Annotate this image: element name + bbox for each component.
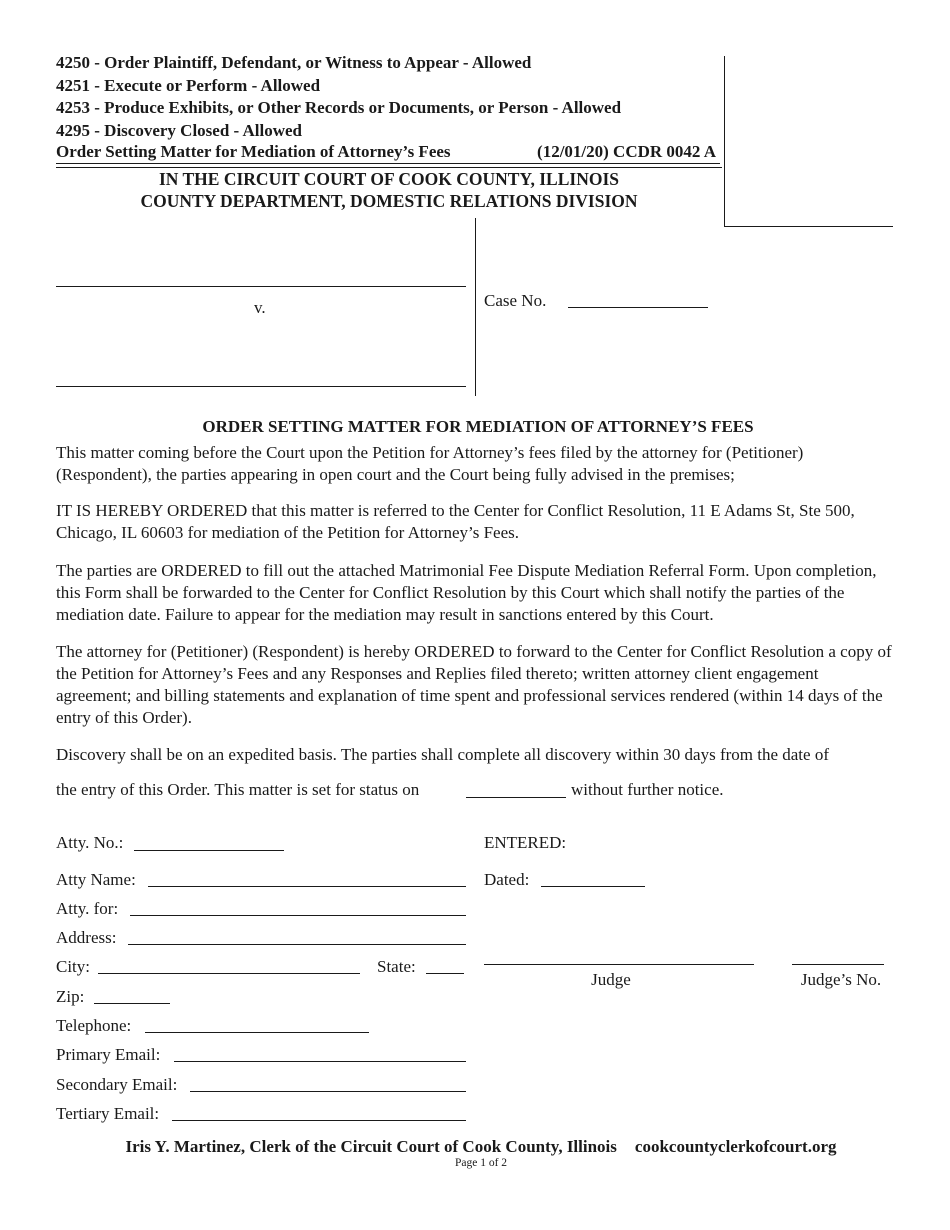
paragraph-5-line1: Discovery shall be on an expedited basis. The parties shall complete all discovery within 30 days from the date of xyxy=(56,745,829,764)
atty-no-label: Atty. No.: xyxy=(56,833,124,852)
paragraph-2: IT IS HEREBY ORDERED that this matter is referred to the Center for Conflict Resolution, 11 E Adams St, Ste 500, Chicago, IL 60603 for mediation of the Petition for Attorney’s Fees. xyxy=(56,501,855,542)
court-name: IN THE CIRCUIT COURT OF COOK COUNTY, ILLINOIS xyxy=(159,169,619,189)
primary-email-label: Primary Email: xyxy=(56,1045,161,1064)
status-date-field[interactable] xyxy=(466,797,566,798)
telephone-label: Telephone: xyxy=(56,1016,132,1035)
clerk-website[interactable]: cookcountyclerkofcourt.org xyxy=(634,1137,837,1156)
code-4295: 4295 - Discovery Closed - Allowed xyxy=(56,120,303,140)
court-division: COUNTY DEPARTMENT, DOMESTIC RELATIONS DIVISION xyxy=(140,191,638,211)
code-4251: 4251 - Execute or Perform - Allowed xyxy=(56,75,321,95)
atty-for-label: Atty. for: xyxy=(56,899,119,918)
tertiary-email-field[interactable] xyxy=(172,1120,466,1121)
footer-clerk-line xyxy=(56,1137,906,1157)
form-title-line xyxy=(56,142,720,164)
clerk-name: Iris Y. Martinez, Clerk of the Circuit Court of Cook County, Illinois xyxy=(125,1137,617,1156)
code-4250: 4250 - Order Plaintiff, Defendant, or Witness to Appear - Allowed xyxy=(56,53,532,72)
primary-email-field[interactable] xyxy=(174,1061,466,1062)
versus-label: v. xyxy=(254,298,266,317)
paragraph-4: The attorney for (Petitioner) (Respondent) is hereby ORDERED to forward to the Center for Conflict Resolution a copy of the Petition for Attorney’s Fees and any Responses and Replies filed thereto; written attorney client engagement agreement; and billing statements and explanation of time spent and professional services rendered (within 14 days of the entry of this Order). xyxy=(56,642,892,727)
atty-name-field[interactable] xyxy=(148,886,466,887)
zip-field[interactable] xyxy=(94,1003,170,1004)
state-label: State: xyxy=(377,957,416,976)
secondary-email-label: Secondary Email: xyxy=(56,1075,178,1094)
header-codes xyxy=(56,52,621,142)
caption-divider xyxy=(475,218,476,396)
case-no-field[interactable] xyxy=(568,307,708,308)
paragraph-1: This matter coming before the Court upon the Petition for Attorney’s fees filed by the attorney for (Petitioner) (Respondent), the parties appearing in open court and the Court being fully advised in the premises; xyxy=(56,443,804,484)
form-title: Order Setting Matter for Mediation of Attorney’s Fees xyxy=(56,142,451,161)
case-no-label: Case No. xyxy=(484,291,547,310)
atty-for-field[interactable] xyxy=(130,915,466,916)
judge-label: Judge xyxy=(591,970,631,989)
tertiary-email-label: Tertiary Email: xyxy=(56,1104,160,1123)
page-number: Page 1 of 2 xyxy=(454,1157,508,1169)
city-field[interactable] xyxy=(98,973,360,974)
form-id: (12/01/20) CCDR 0042 A xyxy=(537,142,716,161)
clerk-stamp-box xyxy=(724,56,893,227)
secondary-email-field[interactable] xyxy=(190,1091,466,1092)
zip-label: Zip: xyxy=(56,987,85,1006)
code-4253: 4253 - Produce Exhibits, or Other Records or Documents, or Person - Allowed xyxy=(56,98,622,117)
dated-field[interactable] xyxy=(541,886,645,887)
address-field[interactable] xyxy=(128,944,466,945)
state-field[interactable] xyxy=(426,973,464,974)
paragraph-5-line2a: the entry of this Order. This matter is set for status on xyxy=(56,780,420,799)
order-title: ORDER SETTING MATTER FOR MEDIATION OF ATTORNEY’S FEES xyxy=(202,417,754,436)
plaintiff-line[interactable] xyxy=(56,286,466,287)
paragraph-3: The parties are ORDERED to fill out the attached Matrimonial Fee Dispute Mediation Referral Form. Upon completion, this Form shall be forwarded to the Center for Conflict Resolution by this Court which shall notify the parties of the mediation date. Failure to appear for the mediation may result in sanctions entered by this Court. xyxy=(56,561,877,624)
header-divider xyxy=(56,167,722,168)
defendant-line[interactable] xyxy=(56,386,466,387)
atty-name-label: Atty Name: xyxy=(56,870,136,889)
city-label: City: xyxy=(56,957,91,976)
judge-no-label: Judge’s No. xyxy=(800,970,882,989)
paragraph-5-line2b: without further notice. xyxy=(571,780,724,799)
entered-label: ENTERED: xyxy=(484,833,567,852)
telephone-field[interactable] xyxy=(145,1032,369,1033)
atty-no-field[interactable] xyxy=(134,850,284,851)
judge-signature-line[interactable] xyxy=(484,964,754,965)
judge-no-field[interactable] xyxy=(792,964,884,965)
address-label: Address: xyxy=(56,928,117,947)
dated-label: Dated: xyxy=(484,870,530,889)
